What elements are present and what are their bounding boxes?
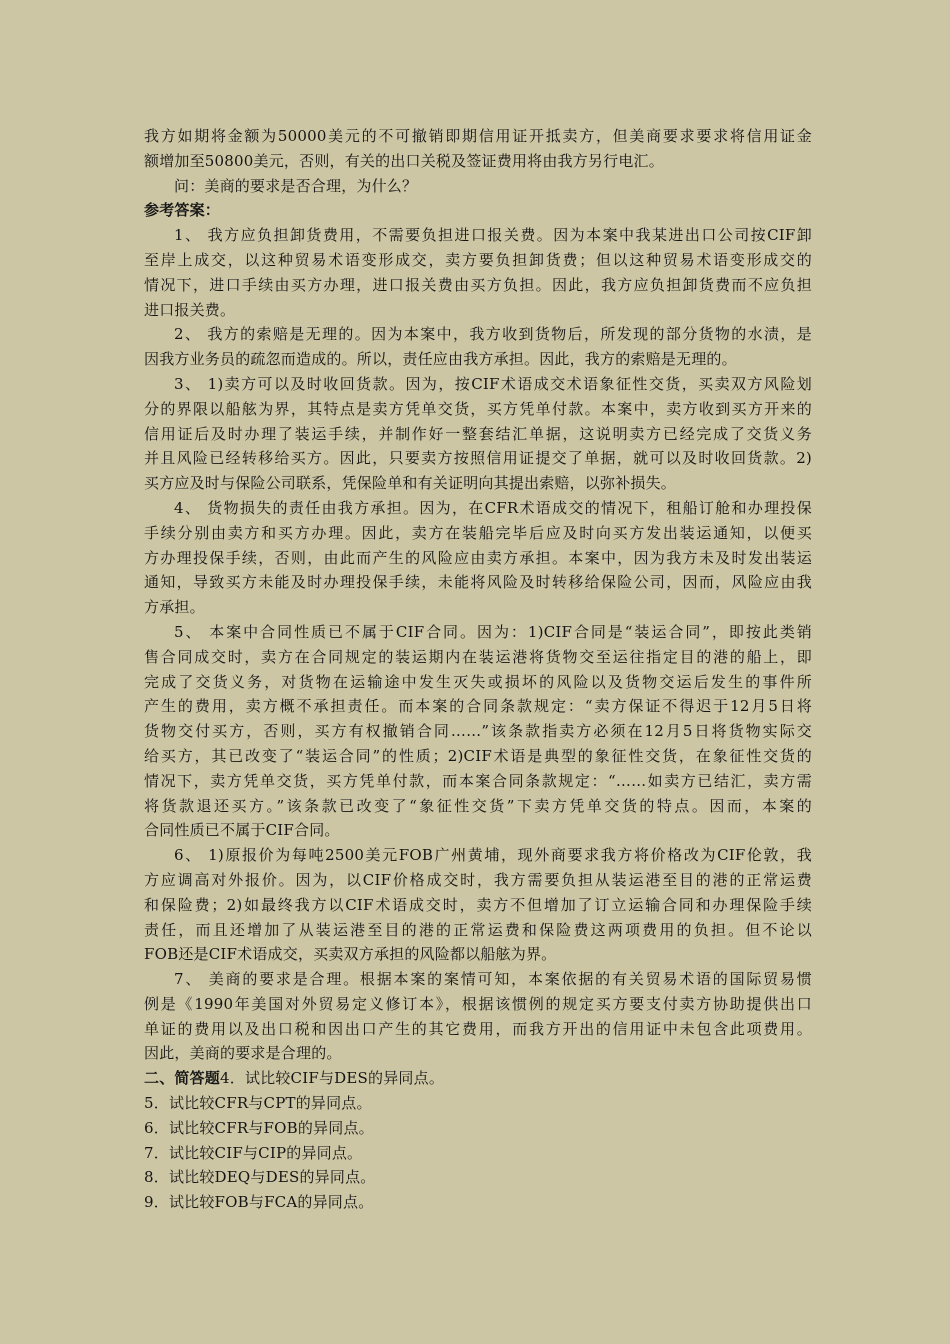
question-item: 4．试比较CIF与DES的异同点。: [220, 1069, 445, 1088]
question: 问：美商的要求是否合理，为什么？: [174, 176, 418, 195]
answer-line: 将货款退还买方。”该条款已改变了“象征性交货”下卖方凭单交货的特点。因而，本案的: [144, 796, 812, 815]
answer-5: [144, 620, 812, 843]
answer-line: 至岸上成交，以这种贸易术语变形成交，卖方要负担卸货费；但以这种贸易术语变形成交的: [144, 250, 812, 269]
answer-line: 例是《1990年美国对外贸易定义修订本》，根据该惯例的规定买方要支付卖方协助提供出口: [144, 994, 812, 1013]
answer-line: 货物交付买方，否则，买方有权撤销合同……”该条款指卖方必须在12月5日将货物实际交: [144, 722, 812, 741]
answer-line: 因我方业务员的疏忽而造成的。所以，责任应由我方承担。因此，我方的索赔是无理的。: [144, 350, 737, 369]
answer-line: FOB还是CIF术语成交，买卖双方承担的风险都以船舷为界。: [144, 945, 557, 964]
question-item: 7．试比较CIF与CIP的异同点。: [144, 1143, 363, 1162]
question-item: 5．试比较CFR与CPT的异同点。: [144, 1094, 372, 1113]
answer-line: 1、 我方应负担卸货费用，不需要负担进口报关费。因为本案中我某进出口公司按CIF卸: [174, 226, 812, 245]
answer-line: 因此，美商的要求是合理的。: [144, 1044, 342, 1063]
answer-line: 2、 我方的索赔是无理的。因为本案中，我方收到货物后，所发现的部分货物的水渍，是: [174, 325, 812, 344]
answer-line: 5、 本案中合同性质已不属于CIF合同。因为：1)CIF合同是“装运合同”，即按此类销: [174, 622, 812, 641]
answer-7: [144, 967, 812, 1066]
answer-line: 情况下，进口手续由买方办理，进口报关费由买方负担。因此，我方应负担卸货费而不应负担: [144, 275, 812, 294]
answer-line: 通知，导致买方未能及时办理投保手续，未能将风险及时转移给保险公司，因而，风险应由我: [144, 573, 812, 592]
answer-line: 4、 货物损失的责任由我方承担。因为，在CFR术语成交的情况下，租船订舱和办理投保: [174, 498, 812, 517]
question-item: 6．试比较CFR与FOB的异同点。: [144, 1118, 374, 1137]
answer-line: 3、 1)卖方可以及时收回货款。因为，按CIF术语成交术语象征性交货，买卖双方风险划: [174, 374, 812, 393]
section-2-first-line: [144, 1066, 812, 1091]
answer-line: 并且风险已经转移给买方。因此，只要卖方按照信用证提交了单据，就可以及时收回货款。2): [144, 449, 812, 468]
answer-line: 方应调高对外报价。因为，以CIF价格成交时，我方需要负担从装运港至目的港的正常运费: [144, 870, 812, 889]
answer-6: [144, 843, 812, 967]
answer-line: 责任，而且还增加了从装运港至目的港的正常运费和保险费这两项费用的负担。但不论以: [144, 920, 812, 939]
answer-line: 信用证后及时办理了装运手续，并制作好一整套结汇单据，这说明卖方已经完成了交货义务: [144, 424, 812, 443]
answer-heading: 参考答案：: [144, 201, 221, 220]
answer-line: 手续分别由卖方和买方办理。因此，卖方在装船完毕后应及时向买方发出装运通知，以便买: [144, 523, 812, 542]
answer-4: [144, 496, 812, 620]
answer-line: 6、 1)原报价为每吨2500美元FOB广州黄埔，现外商要求我方将价格改为CIF伦敦，我: [174, 846, 812, 865]
answer-2: [144, 322, 812, 372]
answer-line: 合同性质已不属于CIF合同。: [144, 821, 340, 840]
answer-line: 单证的费用以及出口税和因出口产生的其它费用，而我方开出的信用证中未包含此项费用。: [144, 1019, 812, 1038]
answer-1: [144, 223, 812, 322]
question-item: 9．试比较FOB与FCA的异同点。: [144, 1193, 374, 1212]
answer-line: 和保险费；2)如最终我方以CIF术语成交时，卖方不但增加了订立运输合同和办理保险手续: [144, 895, 812, 914]
answer-line: 7、 美商的要求是合理。根据本案的案情可知，本案依据的有关贸易术语的国际贸易惯: [174, 970, 812, 989]
answer-line: 买方应及时与保险公司联系，凭保险单和有关证明向其提出索赔，以弥补损失。: [144, 474, 677, 493]
answer-line: 情况下，卖方凭单交货，买方凭单付款，而本案合同条款规定：“……如卖方已结汇，卖方需: [144, 771, 812, 790]
document-page: [144, 124, 812, 1215]
answer-line: 进口报关费。: [144, 300, 236, 319]
answer-line: 产生的费用，卖方概不承担责任。而本案的合同条款规定：“卖方保证不得迟于12月5日将: [144, 697, 812, 716]
answer-line: 给买方，其已改变了“装运合同”的性质；2)CIF术语是典型的象征性交货，在象征性交货的: [144, 746, 812, 765]
section-2-heading: 二、简答题: [144, 1069, 221, 1088]
intro-line: 额增加至50800美元，否则，有关的出口关税及签证费用将由我方另行电汇。: [144, 151, 664, 170]
answer-line: 售合同成交时，卖方在合同规定的装运期内在装运港将货物交至运往指定目的港的船上，即: [144, 647, 812, 666]
answer-line: 方办理投保手续，否则，由此而产生的风险应由卖方承担。本案中，因为我方未及时发出装运: [144, 548, 812, 567]
answer-line: 方承担。: [144, 598, 205, 617]
answer-line: 完成了交货义务，对货物在运输途中发生灭失或损坏的风险以及货物交运后发生的事件所: [144, 672, 812, 691]
question-item: 8．试比较DEQ与DES的异同点。: [144, 1168, 376, 1187]
intro-line: 我方如期将金额为50000美元的不可撤销即期信用证开抵卖方，但美商要求要求将信用证金: [144, 127, 812, 145]
answer-3: [144, 372, 812, 496]
answer-line: 分的界限以船舷为界，其特点是卖方凭单交货，买方凭单付款。本案中，卖方收到买方开来的: [144, 399, 812, 418]
